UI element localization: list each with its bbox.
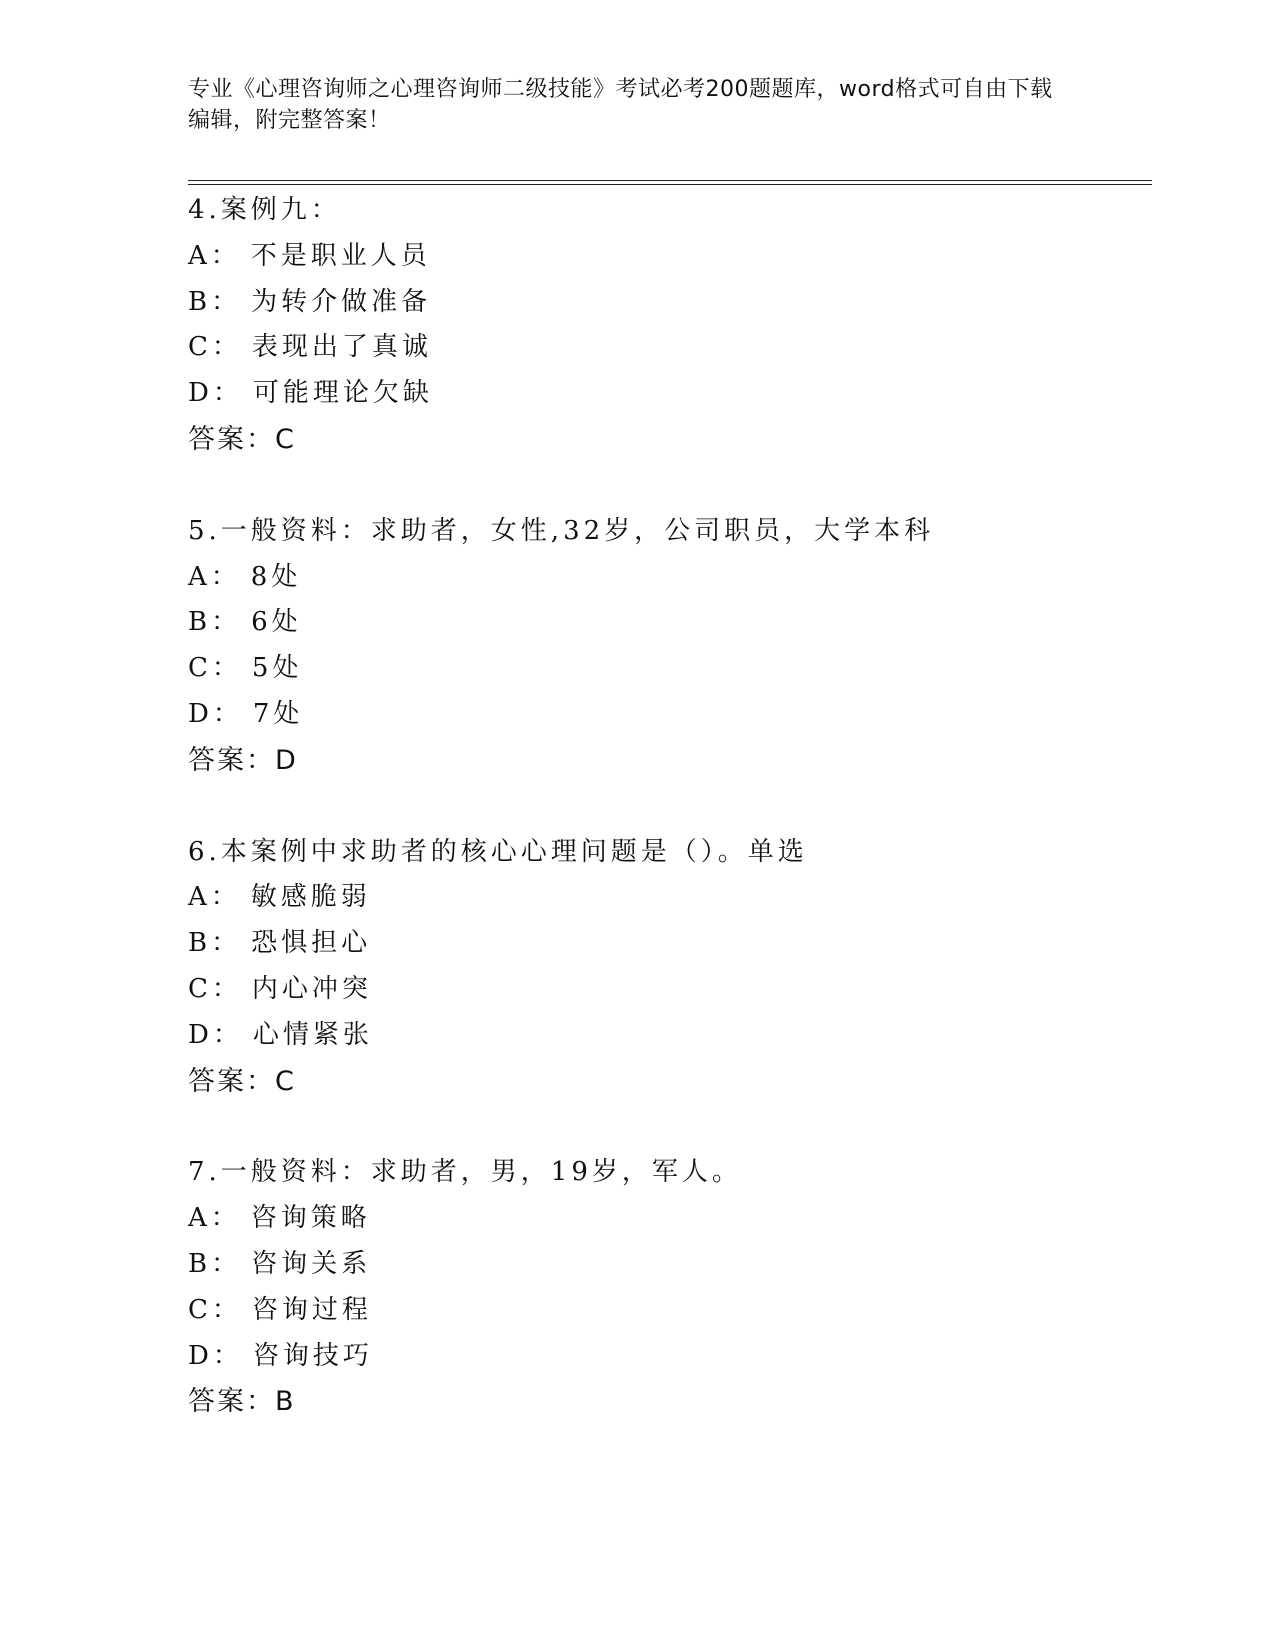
option-text: 不是职业人员	[250, 240, 431, 271]
option-b	[188, 1242, 1148, 1288]
header-rule-bottom	[188, 184, 1152, 185]
question-stem: 5.一般资料：求助者，女性,32岁，公司职员，大学本科	[188, 515, 935, 546]
option-text: 咨询技巧	[252, 1340, 373, 1371]
answer-line: 答案：C	[188, 423, 296, 455]
option-c	[188, 1288, 1148, 1334]
question-stem: 7.一般资料：求助者，男，19岁，军人。	[188, 1157, 742, 1188]
option-a	[188, 234, 1148, 280]
option-text: 7处	[252, 698, 304, 729]
option-d	[188, 371, 1148, 417]
option-letter: D：	[188, 698, 243, 729]
option-letter: D：	[188, 1019, 243, 1050]
option-c	[188, 646, 1148, 692]
answer-line: 答案：B	[188, 1386, 296, 1418]
option-text: 可能理论欠缺	[252, 378, 433, 409]
option-letter: B：	[188, 1248, 242, 1279]
answer-line: 答案：C	[188, 1065, 296, 1097]
option-letter: C：	[188, 332, 242, 363]
question-item	[188, 188, 1148, 463]
option-letter: A：	[188, 240, 241, 271]
option-d	[188, 1334, 1148, 1380]
option-text: 8处	[250, 561, 302, 592]
option-letter: A：	[188, 882, 241, 913]
option-b	[188, 280, 1148, 326]
option-text: 5处	[251, 653, 303, 684]
option-b	[188, 600, 1148, 646]
document-header: 专业《心理咨询师之心理咨询师二级技能》考试必考200题题库，word格式可自由下载编辑，附完整答案！	[188, 77, 1053, 133]
option-text: 咨询策略	[250, 1203, 371, 1234]
option-a	[188, 875, 1148, 921]
option-c	[188, 325, 1148, 371]
question-item	[188, 1150, 1148, 1425]
question-stem: 6.本案例中求助者的核心心理问题是（）。单选	[188, 836, 808, 867]
answer-line: 答案：D	[188, 744, 298, 776]
option-text: 咨询过程	[251, 1294, 372, 1325]
option-text: 内心冲突	[251, 973, 372, 1004]
question-item	[188, 509, 1148, 784]
option-text: 表现出了真诚	[251, 332, 432, 363]
option-letter: B：	[188, 286, 242, 317]
option-letter: D：	[188, 1340, 243, 1371]
option-text: 心情紧张	[252, 1019, 373, 1050]
question-list	[188, 188, 1148, 1425]
question-item	[188, 830, 1148, 1105]
option-letter: D：	[188, 378, 243, 409]
option-text: 咨询关系	[251, 1248, 372, 1279]
option-letter: B：	[188, 607, 242, 638]
option-letter: A：	[188, 1203, 241, 1234]
option-text: 6处	[251, 607, 302, 638]
header-rule-top	[188, 180, 1152, 181]
option-d	[188, 1013, 1148, 1059]
question-stem: 4.案例九：	[188, 195, 341, 225]
option-c	[188, 967, 1148, 1013]
option-letter: A：	[188, 561, 241, 592]
option-letter: B：	[188, 928, 242, 959]
option-letter: C：	[188, 653, 242, 684]
option-text: 敏感脆弱	[250, 882, 371, 913]
option-text: 为转介做准备	[251, 286, 432, 317]
option-letter: C：	[188, 1294, 242, 1325]
option-letter: C：	[188, 973, 242, 1004]
option-a	[188, 555, 1148, 601]
option-text: 恐惧担心	[251, 928, 372, 959]
option-b	[188, 921, 1148, 967]
option-a	[188, 1196, 1148, 1242]
option-d	[188, 692, 1148, 738]
